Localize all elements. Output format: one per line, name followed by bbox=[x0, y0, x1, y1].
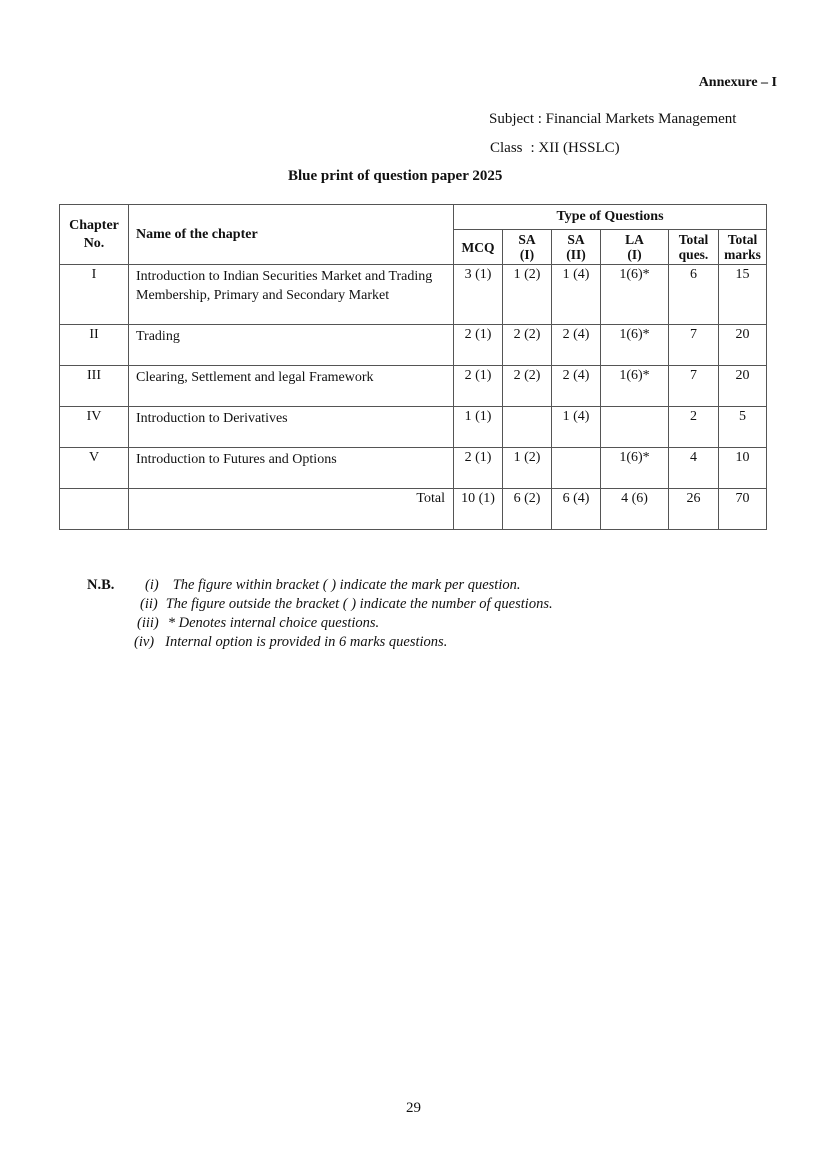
sa1-cell bbox=[503, 407, 552, 448]
total-marks-cell: 20 bbox=[719, 325, 767, 366]
note-text: Internal option is provided in 6 marks questions. bbox=[165, 634, 448, 650]
total-sa1-cell: 6 (2) bbox=[503, 489, 552, 530]
class-value: : XII (HSSLC) bbox=[530, 140, 620, 156]
table-row bbox=[60, 265, 767, 325]
header-sa2 bbox=[552, 230, 601, 265]
la1-cell: 1(6)* bbox=[601, 265, 669, 325]
note-text: * Denotes internal choice questions. bbox=[167, 615, 380, 631]
note-marker: (iv) bbox=[134, 634, 155, 650]
total-ques-cell: 4 bbox=[669, 448, 719, 489]
total-mcq-cell: 10 (1) bbox=[454, 489, 503, 530]
header-total-marks-line2: marks bbox=[724, 247, 761, 262]
chapter-name-cell: Trading bbox=[129, 325, 454, 366]
header-mcq: MCQ bbox=[454, 230, 503, 265]
note-marker: (ii) bbox=[140, 596, 158, 612]
total-marks-cell: 10 bbox=[719, 448, 767, 489]
note-item bbox=[145, 577, 521, 594]
chapter-no-cell: III bbox=[60, 366, 129, 407]
header-chapter-no-line1: Chapter bbox=[69, 217, 119, 233]
total-la1-cell: 4 (6) bbox=[601, 489, 669, 530]
total-ques-cell: 6 bbox=[669, 265, 719, 325]
header-type-of-questions: Type of Questions bbox=[454, 205, 767, 230]
la1-cell: 1(6)* bbox=[601, 366, 669, 407]
mcq-cell: 2 (1) bbox=[454, 366, 503, 407]
header-la1-line1: LA bbox=[625, 232, 644, 247]
header-total-marks bbox=[719, 230, 767, 265]
note-item bbox=[134, 634, 447, 651]
nb-label: N.B. bbox=[87, 577, 115, 593]
mcq-cell: 3 (1) bbox=[454, 265, 503, 325]
chapter-name-cell: Introduction to Derivatives bbox=[129, 407, 454, 448]
class-label: Class bbox=[490, 140, 523, 156]
header-sa1-line2: (I) bbox=[519, 247, 535, 262]
sa2-cell: 2 (4) bbox=[552, 325, 601, 366]
total-row-empty-cell bbox=[60, 489, 129, 530]
blueprint-table bbox=[59, 204, 767, 530]
subject-line: Subject : Financial Markets Management bbox=[489, 111, 737, 127]
note-text: The figure outside the bracket ( ) indicate the number of questions. bbox=[165, 596, 553, 612]
note-marker: (iii) bbox=[137, 615, 159, 631]
total-ques-cell: 7 bbox=[669, 325, 719, 366]
table-row bbox=[60, 448, 767, 489]
sa2-cell: 1 (4) bbox=[552, 265, 601, 325]
grand-total-ques-cell: 26 bbox=[669, 489, 719, 530]
note-item bbox=[137, 615, 379, 632]
sa1-cell: 1 (2) bbox=[503, 265, 552, 325]
total-marks-cell: 15 bbox=[719, 265, 767, 325]
la1-cell bbox=[601, 407, 669, 448]
chapter-no-cell: II bbox=[60, 325, 129, 366]
class-line bbox=[490, 140, 620, 157]
sa2-cell: 1 (4) bbox=[552, 407, 601, 448]
total-marks-cell: 5 bbox=[719, 407, 767, 448]
total-sa2-cell: 6 (4) bbox=[552, 489, 601, 530]
header-sa1 bbox=[503, 230, 552, 265]
sa1-cell: 1 (2) bbox=[503, 448, 552, 489]
mcq-cell: 2 (1) bbox=[454, 448, 503, 489]
table-row bbox=[60, 366, 767, 407]
header-la1-line2: (I) bbox=[627, 247, 642, 262]
header-total-ques bbox=[669, 230, 719, 265]
page-number: 29 bbox=[406, 1100, 421, 1116]
sa2-cell: 2 (4) bbox=[552, 366, 601, 407]
la1-cell: 1(6)* bbox=[601, 448, 669, 489]
header-chapter-no-line2: No. bbox=[83, 235, 105, 251]
total-ques-cell: 7 bbox=[669, 366, 719, 407]
table-row bbox=[60, 325, 767, 366]
table-row bbox=[60, 407, 767, 448]
chapter-name-cell: Clearing, Settlement and legal Framework bbox=[129, 366, 454, 407]
note-text: The figure within bracket ( ) indicate the mark per question. bbox=[172, 577, 521, 593]
total-ques-cell: 2 bbox=[669, 407, 719, 448]
chapter-name-cell: Introduction to Indian Securities Market and Trading Membership, Primary and Secondary Market bbox=[129, 265, 454, 325]
annexure-label: Annexure – I bbox=[698, 75, 777, 90]
header-sa2-line2: (II) bbox=[566, 247, 586, 262]
header-chapter-no bbox=[60, 205, 129, 265]
grand-total-marks-cell: 70 bbox=[719, 489, 767, 530]
header-sa2-line1: SA bbox=[567, 232, 585, 247]
total-row bbox=[60, 489, 767, 530]
chapter-no-cell: I bbox=[60, 265, 129, 325]
chapter-no-cell: IV bbox=[60, 407, 129, 448]
document-title: Blue print of question paper 2025 bbox=[288, 168, 503, 184]
la1-cell: 1(6)* bbox=[601, 325, 669, 366]
sa1-cell: 2 (2) bbox=[503, 325, 552, 366]
header-chapter-name: Name of the chapter bbox=[129, 205, 454, 265]
header-sa1-line1: SA bbox=[518, 232, 536, 247]
header-la1 bbox=[601, 230, 669, 265]
total-marks-cell: 20 bbox=[719, 366, 767, 407]
chapter-name-cell: Introduction to Futures and Options bbox=[129, 448, 454, 489]
header-total-ques-line2: ques. bbox=[678, 247, 709, 262]
mcq-cell: 2 (1) bbox=[454, 325, 503, 366]
chapter-no-cell: V bbox=[60, 448, 129, 489]
sa2-cell bbox=[552, 448, 601, 489]
mcq-cell: 1 (1) bbox=[454, 407, 503, 448]
header-total-ques-line1: Total bbox=[678, 232, 709, 247]
header-total-marks-line1: Total bbox=[727, 232, 758, 247]
note-marker: (i) bbox=[145, 577, 159, 593]
note-item bbox=[140, 596, 553, 613]
sa1-cell: 2 (2) bbox=[503, 366, 552, 407]
total-row-label: Total bbox=[129, 489, 454, 530]
